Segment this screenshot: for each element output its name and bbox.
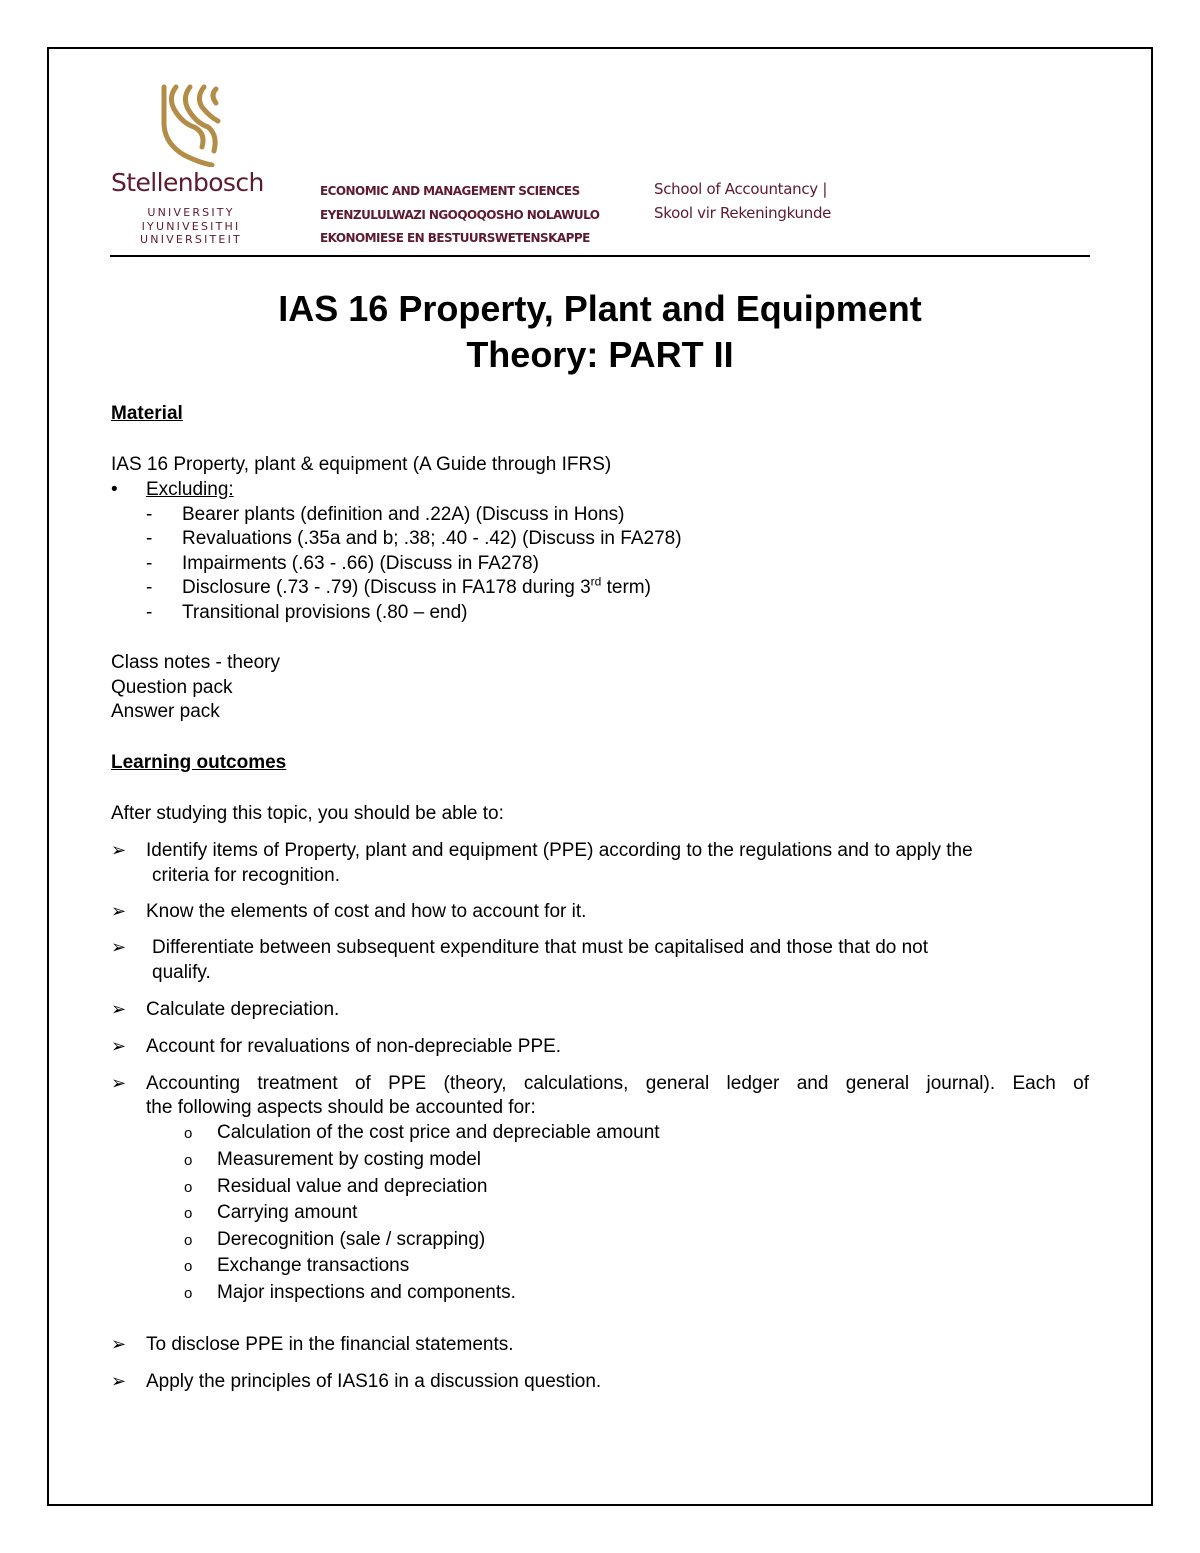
exclusion-item: Impairments (.63 - .66) (Discuss in FA278) <box>182 553 539 574</box>
outcome-item: To disclose PPE in the financial statements. <box>146 1334 514 1355</box>
outcome-item: Account for revaluations of non-depreciable PPE. <box>146 1036 562 1057</box>
circle-bullet-icon: o <box>184 1205 193 1222</box>
arrow-bullet-icon: ➢ <box>111 1371 127 1392</box>
circle-bullet-icon: o <box>184 1258 193 1275</box>
circle-bullet-icon: o <box>184 1232 193 1249</box>
material-item: Answer pack <box>111 701 220 722</box>
university-subtitle <box>111 206 271 247</box>
school-line: School of Accountancy | <box>654 180 828 198</box>
material-item: Class notes - theory <box>111 652 280 673</box>
circle-bullet-icon: o <box>184 1285 193 1302</box>
outcome-sub-item: Calculation of the cost price and depreciable amount <box>217 1122 660 1143</box>
arrow-bullet-icon: ➢ <box>111 937 127 958</box>
arrow-bullet-icon: ➢ <box>111 1334 127 1355</box>
university-sub-line: UNIVERSITY <box>147 206 235 219</box>
university-sub-line: UNIVERSITEIT <box>140 233 242 246</box>
outcome-sub-item: Carrying amount <box>217 1202 358 1223</box>
outcome-item: Know the elements of cost and how to account for it. <box>146 901 587 922</box>
exclusion-item: Bearer plants (definition and .22A) (Discuss in Hons) <box>182 504 625 525</box>
dash-icon: - <box>146 577 153 598</box>
exclusion-item: Transitional provisions (.80 – end) <box>182 602 468 623</box>
exclusion-text-tail: term) <box>601 577 651 598</box>
dash-icon: - <box>146 528 153 549</box>
title-line-2: Theory: PART II <box>466 334 734 375</box>
circle-bullet-icon: o <box>184 1152 193 1169</box>
arrow-bullet-icon: ➢ <box>111 840 127 861</box>
outcomes-intro: After studying this topic, you should be able to: <box>111 803 504 824</box>
outcome-item-cont: criteria for recognition. <box>152 865 340 886</box>
dash-icon: - <box>146 553 153 574</box>
outcome-item-cont: qualify. <box>152 962 211 983</box>
exclusion-text: Disclosure (.73 - .79) (Discuss in FA178 during 3 <box>182 577 591 598</box>
dash-icon: - <box>146 602 153 623</box>
faculty-name <box>320 180 599 251</box>
ordinal-suffix: rd <box>590 574 602 589</box>
excluding-label: Excluding: <box>146 479 234 500</box>
faculty-line: ECONOMIC AND MANAGEMENT SCIENCES <box>320 184 580 198</box>
outcome-sub-item: Derecognition (sale / scrapping) <box>217 1229 486 1250</box>
arrow-bullet-icon: ➢ <box>111 999 127 1020</box>
outcome-item: Apply the principles of IAS16 in a discussion question. <box>146 1371 602 1392</box>
dash-icon: - <box>146 504 153 525</box>
faculty-line: EKONOMIESE EN BESTUURSWETENSKAPPE <box>320 231 590 245</box>
bullet-dot-icon: • <box>111 479 118 500</box>
material-intro: IAS 16 Property, plant & equipment (A Guide through IFRS) <box>111 454 612 475</box>
university-name: Stellenbosch <box>111 168 264 197</box>
faculty-line: EYENZULULWAZI NGOQOQOSHO NOLAWULO <box>320 207 600 222</box>
outcome-item-cont: the following aspects should be accounted for: <box>146 1097 536 1118</box>
page-border <box>47 47 1153 1506</box>
material-heading: Material <box>111 403 183 424</box>
arrow-bullet-icon: ➢ <box>111 1036 127 1057</box>
document-title <box>110 286 1090 378</box>
outcomes-heading: Learning outcomes <box>111 752 287 773</box>
outcome-sub-item: Measurement by costing model <box>217 1149 482 1170</box>
circle-bullet-icon: o <box>184 1179 193 1196</box>
outcome-item: Differentiate between subsequent expenditure that must be capitalised and those that do not <box>152 937 929 958</box>
university-sub-line: IYUNIVESITHI <box>141 219 241 233</box>
stellenbosch-emblem-icon <box>160 83 222 167</box>
school-line: Skool vir Rekeningkunde <box>654 204 832 222</box>
exclusion-item <box>182 576 651 600</box>
title-line-1: IAS 16 Property, Plant and Equipment <box>278 288 922 329</box>
exclusion-item: Revaluations (.35a and b; .38; .40 - .42) (Discuss in FA278) <box>182 528 682 549</box>
outcome-sub-item: Residual value and depreciation <box>217 1176 488 1197</box>
outcome-item: Identify items of Property, plant and equipment (PPE) according to the regulations and to apply the <box>146 840 973 861</box>
material-item: Question pack <box>111 677 233 698</box>
circle-bullet-icon: o <box>184 1125 193 1142</box>
arrow-bullet-icon: ➢ <box>111 901 127 922</box>
header-divider <box>110 255 1090 257</box>
arrow-bullet-icon: ➢ <box>111 1073 127 1094</box>
outcome-sub-item: Major inspections and components. <box>217 1282 516 1303</box>
outcome-sub-item: Exchange transactions <box>217 1255 410 1276</box>
school-name <box>654 177 831 225</box>
outcome-item: Accounting treatment of PPE (theory, calculations, general ledger and general journal). Each of <box>146 1073 1089 1094</box>
outcome-item: Calculate depreciation. <box>146 999 340 1020</box>
